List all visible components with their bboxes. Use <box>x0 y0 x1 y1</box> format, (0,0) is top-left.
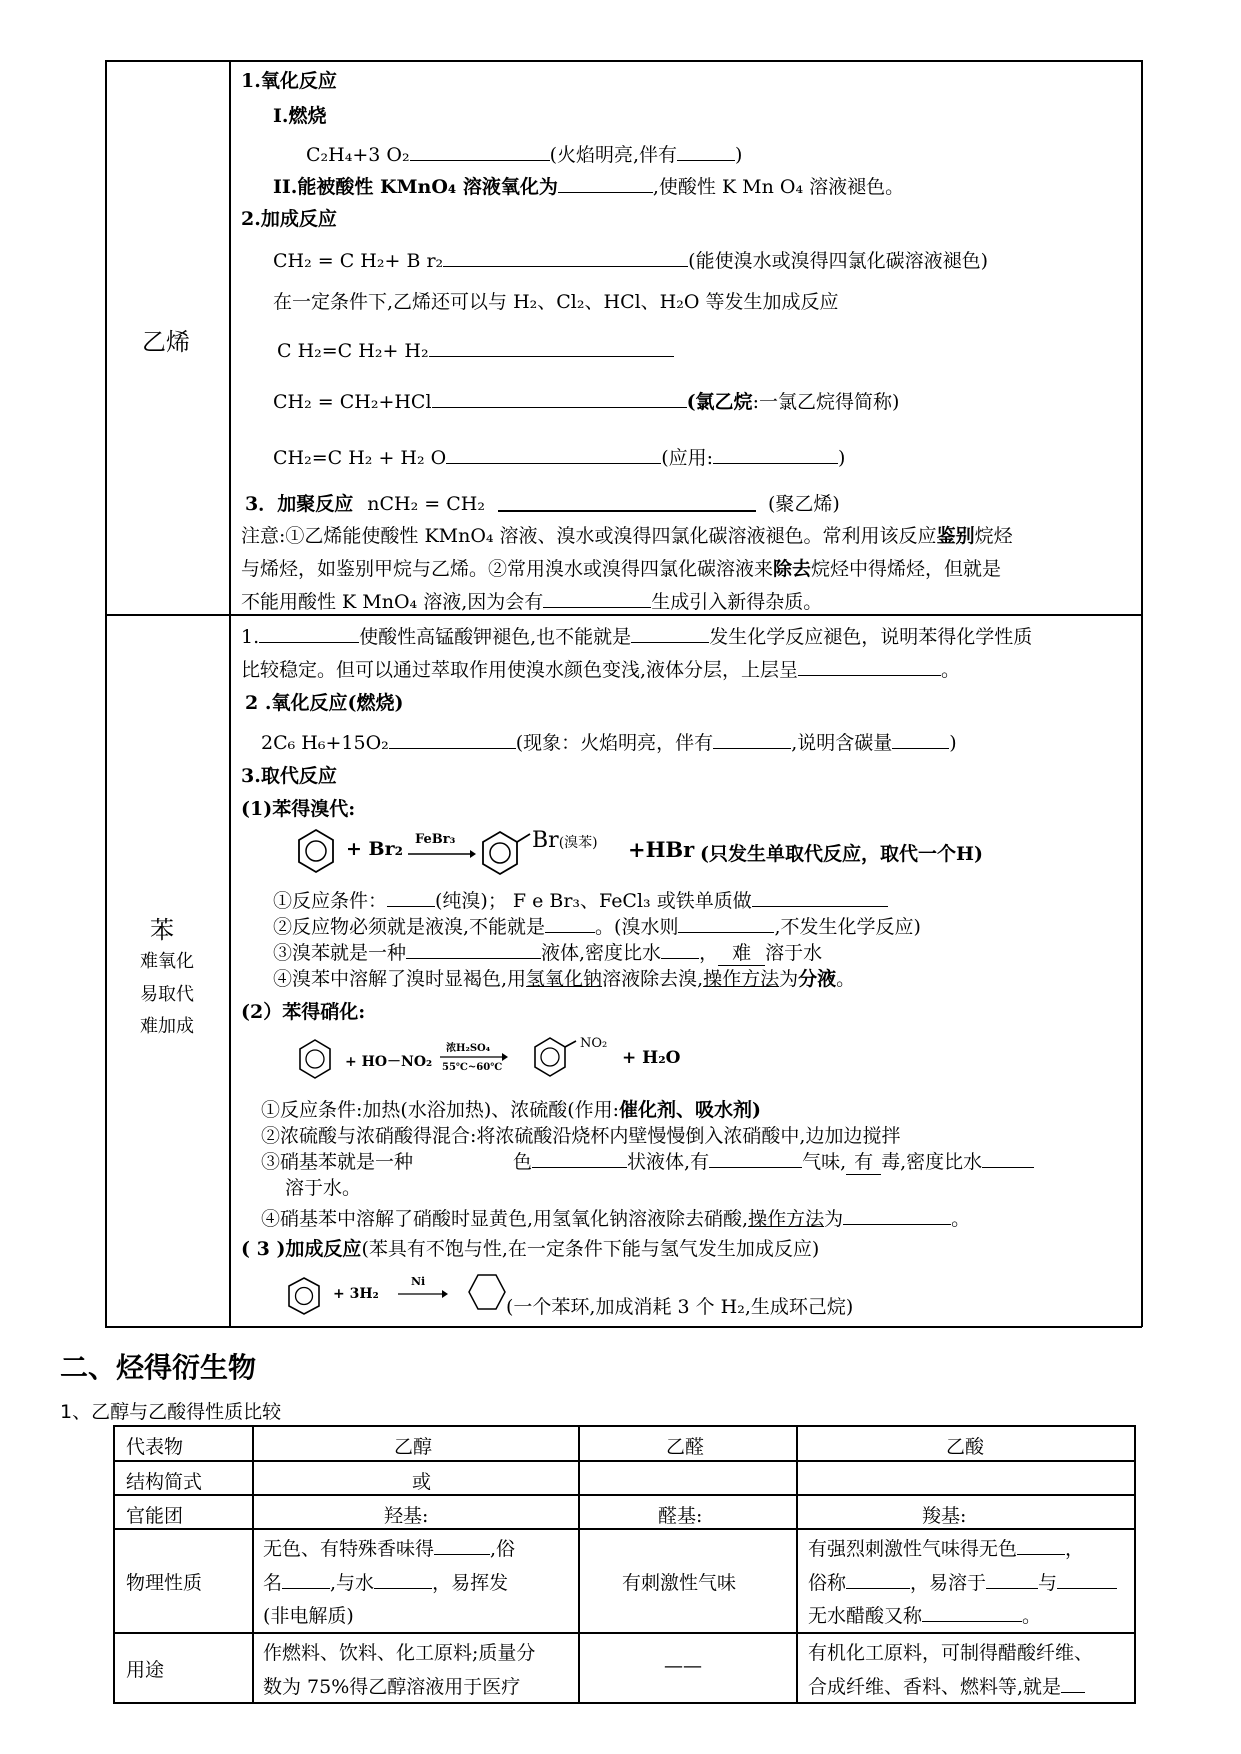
nitro-item-4 <box>261 1204 970 1231</box>
nitro-item-3b: 溶于水。 <box>285 1177 362 1199</box>
ox-note: ,说明含碳量 <box>791 732 893 754</box>
table2-vline <box>252 1425 254 1703</box>
ethylene-note-3 <box>241 587 822 614</box>
bromo-item-2 <box>273 912 921 939</box>
b4-naoh: 氢氧化钠 <box>526 968 603 990</box>
t2-r4-c1-line2: 数为 75%得乙醇溶液用于医疗 <box>263 1676 521 1698</box>
table1-mid-border <box>105 614 1142 616</box>
h2-eq: C H₂=C H₂+ H₂ <box>277 340 429 362</box>
table2-vline <box>113 1425 115 1703</box>
benzene-ox-line <box>261 728 957 755</box>
note-text: 不能用酸性 K MnO₄ 溶液,因为会有 <box>241 591 544 613</box>
r3-c1-text: ,与水 <box>330 1572 375 1594</box>
hcl-eq: CH₂ = CH₂+HCl <box>273 391 432 413</box>
ethylene-note-2 <box>241 554 1001 581</box>
p1-text: 。 <box>941 659 961 681</box>
bromo-item-3 <box>273 938 822 966</box>
note-bold-identify: 鉴别 <box>936 525 975 547</box>
burn-note-end: ) <box>735 144 743 166</box>
r3-c3-text: 。 <box>1022 1605 1042 1627</box>
benzene-p1-line2 <box>241 655 960 682</box>
nitration-title: (2）苯得硝化: <box>241 1001 366 1023</box>
b4-method: 操作方法 <box>703 968 780 990</box>
table1-top-border <box>105 60 1142 62</box>
r3-c3-text: ， <box>1065 1538 1085 1560</box>
table2-line <box>113 1528 1136 1530</box>
nitro-reagent: + HO－NO₂ <box>345 1054 433 1070</box>
benzene-sub-2: 易取代 <box>140 984 194 1005</box>
t2-header-2: 乙醛 <box>666 1436 705 1458</box>
poly-title: 3．加聚反应 <box>245 493 354 515</box>
reaction-arrow-icon <box>408 850 476 858</box>
br2-line <box>273 246 988 273</box>
bromo-note: (只发生单取代反应，取代一个H) <box>700 843 983 865</box>
t2-r3-c1-line3: (非电解质) <box>263 1605 354 1627</box>
n4-text: ④硝基苯中溶解了硝酸时显黄色,用氢氧化钠溶液除去硝酸, <box>261 1208 749 1230</box>
b4-text: 。 <box>836 968 856 990</box>
hydro-reagent: + 3H₂ <box>333 1286 379 1302</box>
nitro-cond-top: 浓H₂SO₄ <box>446 1043 491 1054</box>
nitro-item-2: ②浓硫酸与浓硝酸得混合:将浓硫酸沿烧杯内壁慢慢倒入浓硝酸中,边加边搅拌 <box>261 1125 901 1147</box>
t2-r2-c2: 醛基: <box>658 1505 703 1527</box>
r3-c3-text: 无水醋酸又称 <box>808 1605 923 1627</box>
note-text: 烷烃 <box>974 525 1013 547</box>
r3-c3-text: ，易溶于 <box>910 1572 987 1594</box>
t2-r2-c3: 羧基: <box>922 1505 967 1527</box>
addition-note: (苯具有不饱与性,在一定条件下能与氢气发生加成反应) <box>361 1238 820 1260</box>
b4-text: 为 <box>779 968 799 990</box>
note-text: 生成引入新得杂质。 <box>651 591 823 613</box>
other-addition: 在一定条件下,乙烯还可以与 H₂、Cl₂、HCl、H₂O 等发生加成反应 <box>273 291 839 313</box>
burn-eq: C₂H₄+3 O₂ <box>306 144 410 166</box>
nitro-item-3 <box>261 1147 1034 1175</box>
benzene-ring-icon <box>297 1038 333 1080</box>
oxidation-title: 1.氧化反应 <box>241 70 337 92</box>
t2-r4-label: 用途 <box>126 1659 165 1681</box>
h2o-eq: CH₂=C H₂ + H₂ O <box>273 447 447 469</box>
p1-text: 比较稳定。但可以通过萃取作用使溴水颜色变浅,液体分层，上层呈 <box>241 659 799 681</box>
r3-c1-text: 无色、有特殊香味得 <box>263 1538 435 1560</box>
n3-text: 气味, <box>802 1151 847 1173</box>
p1-text: 使酸性高锰酸钾褪色,也不能就是 <box>359 626 632 648</box>
ox-note: (现象：火焰明亮，伴有 <box>515 732 714 754</box>
t2-r3-c3-line1 <box>808 1534 1084 1561</box>
nitro-item-1 <box>261 1095 761 1122</box>
kmno4-title: II.能被酸性 KMnO₄ 溶液氧化为 <box>273 176 558 198</box>
n1-text: ①反应条件:加热(水浴加热)、浓硫酸(作用: <box>261 1099 620 1121</box>
t2-r2-label: 官能团 <box>126 1505 184 1527</box>
addition-line <box>241 1234 819 1261</box>
addition-title: 2.加成反应 <box>241 208 337 230</box>
bromination-title: (1)苯得溴代: <box>241 798 356 820</box>
cyclohexane-icon <box>466 1272 508 1312</box>
b3-text: 溶于水 <box>765 942 823 964</box>
n3-text: 色 <box>513 1151 533 1173</box>
addition-title-benzene: ( 3 )加成反应 <box>241 1238 362 1260</box>
hcl-note-bold: (氯乙烷 <box>686 391 753 413</box>
substitution-title: 3.取代反应 <box>241 765 337 787</box>
br2-note: (能使溴水或溴得四氯化碳溶液褪色) <box>688 250 988 272</box>
ox-note: ) <box>949 732 957 754</box>
reaction-arrow-icon <box>440 1053 508 1061</box>
hydro-result: (一个苯环,加成消耗 3 个 H₂,生成环己烷) <box>506 1296 854 1318</box>
hcl-line <box>273 387 899 414</box>
benzene-ox-title: 2 .氧化反应(燃烧) <box>245 692 404 714</box>
r4-c3-text: 合成纤维、香料、燃料等,就是 <box>808 1676 1062 1698</box>
b2-text: 。(溴水则 <box>595 916 679 938</box>
benzene-ring-icon <box>532 1036 568 1078</box>
b3-hard: 难 <box>718 938 765 966</box>
table2-vline <box>1134 1425 1136 1703</box>
n4-text: 为 <box>824 1208 844 1230</box>
bromo-item-1 <box>273 886 888 913</box>
table1-right-border <box>1141 60 1143 1327</box>
benzene-ring-icon <box>296 828 336 874</box>
benzene-ring-icon <box>480 830 520 876</box>
poly-arrow-line <box>498 510 756 512</box>
table1-bottom-border <box>105 1326 1142 1328</box>
t2-r3-c1-line2 <box>263 1568 508 1595</box>
benzene-label: 苯 <box>150 916 174 944</box>
b2-text: ,不发生化学反应) <box>774 916 921 938</box>
poly-note: (聚乙烯) <box>768 493 840 515</box>
b2-text: ②反应物必须就是液溴,不能就是 <box>273 916 546 938</box>
n3-text: 毒,密度比水 <box>881 1151 983 1173</box>
burn-equation <box>306 140 742 167</box>
kmno4-tail: ,使酸性 K Mn O₄ 溶液褪色。 <box>652 176 905 198</box>
t2-r2-c1: 羟基: <box>384 1505 429 1527</box>
b1-text: (纯溴)； F e Br₃、FeCl₃ 或铁单质做 <box>435 890 752 912</box>
note-text: 与烯烃，如鉴别甲烷与乙烯。②常用溴水或溴得四氯化碳溶液来 <box>241 558 774 580</box>
burn-title: I.燃烧 <box>273 105 327 127</box>
t2-header-0: 代表物 <box>126 1436 184 1458</box>
t2-header-1: 乙醇 <box>394 1436 433 1458</box>
n3-text: ③硝基苯就是一种 <box>261 1151 414 1173</box>
h2-line <box>277 340 674 362</box>
p1-text: 发生化学反应褪色，说明苯得化学性质 <box>709 626 1033 648</box>
benzene-sub-1: 难氧化 <box>140 951 194 972</box>
bromo-catalyst: FeBr₃ <box>415 832 456 847</box>
t2-r3-c1-line1 <box>263 1534 515 1561</box>
section2-subtitle: 1、乙醇与乙酸得性质比较 <box>60 1401 282 1423</box>
hydro-catalyst: Ni <box>411 1275 426 1288</box>
n4-method: 操作方法 <box>748 1208 825 1230</box>
b4-separation: 分液 <box>798 968 837 990</box>
table2-vline <box>578 1425 580 1703</box>
table2-line <box>113 1494 1136 1496</box>
p1-text: 1. <box>241 626 260 648</box>
t2-r3-c2: 有刺激性气味 <box>622 1572 737 1594</box>
reaction-arrow-icon <box>398 1290 448 1298</box>
n3-has: 有 <box>846 1147 881 1175</box>
r3-c3-text: 与 <box>1038 1572 1058 1594</box>
section2-title: 二、烃得衍生物 <box>60 1351 257 1384</box>
n4-text: 。 <box>951 1208 971 1230</box>
r3-c3-text: 有强烈刺激性气味得无色 <box>808 1538 1018 1560</box>
b3-text: ， <box>699 942 719 964</box>
n3-text: 状液体,有 <box>627 1151 710 1173</box>
b1-text: ①反应条件： <box>273 890 388 912</box>
b3-text: 液体,密度比水 <box>541 942 662 964</box>
nitro-cond-bottom: 55℃~60℃ <box>442 1062 503 1073</box>
b3-text: ③溴苯就是一种 <box>273 942 407 964</box>
benzene-sub-3: 难加成 <box>140 1016 194 1037</box>
t2-r1-label: 结构简式 <box>126 1471 203 1493</box>
bromo-product-name: (溴苯) <box>558 835 598 851</box>
note-text: 注意:①乙烯能使酸性 KMnO₄ 溶液、溴水或溴得四氯化碳溶液褪色。常利用该反应 <box>241 525 937 547</box>
ox-eq: 2C₆ H₆+15O₂ <box>261 732 389 754</box>
t2-r1-c1: 或 <box>412 1471 432 1493</box>
bromo-hbr: +HBr <box>628 837 695 862</box>
ethylene-label: 乙烯 <box>142 328 190 356</box>
t2-header-3: 乙酸 <box>946 1436 985 1458</box>
hcl-note: :一氯乙烷得简称) <box>752 391 900 413</box>
table2-vline <box>796 1425 798 1703</box>
h2o-line <box>273 443 845 470</box>
h2o-note-end: ) <box>838 447 846 469</box>
bromo-product-text: Br <box>532 828 559 853</box>
r3-c1-text: ,俗 <box>490 1538 516 1560</box>
r3-c1-text: 名 <box>263 1572 283 1594</box>
t2-r4-c1-line1: 作燃料、饮料、化工原料;质量分 <box>263 1642 536 1664</box>
t2-r4-c2: —— <box>664 1655 702 1677</box>
table2-line <box>113 1702 1136 1704</box>
poly-eq: nCH₂ = CH₂ <box>367 493 485 515</box>
table2-line <box>113 1632 1136 1634</box>
benzene-p1-line1 <box>241 622 1032 649</box>
ethylene-note-1 <box>241 521 1013 548</box>
bromo-product <box>532 828 598 853</box>
n1-bold: 催化剂、吸水剂) <box>619 1099 762 1121</box>
nitro-water: + H₂O <box>622 1048 681 1068</box>
note-bold-remove: 除去 <box>773 558 812 580</box>
bromo-reagent: + Br₂ <box>346 838 403 860</box>
r3-c3-text: 俗称 <box>808 1572 847 1594</box>
br2-eq: CH₂ = C H₂+ B r₂ <box>273 250 444 272</box>
t2-r3-label: 物理性质 <box>126 1572 203 1594</box>
b4-text: 溶液除去溴, <box>602 968 704 990</box>
kmno4-line <box>273 172 904 199</box>
nitro-group: NO₂ <box>580 1036 608 1051</box>
b4-text: ④溴苯中溶解了溴时显褐色,用 <box>273 968 527 990</box>
note-text: 烷烃中得烯烃，但就是 <box>811 558 1002 580</box>
poly-line <box>245 489 485 516</box>
t2-r4-c3-line2 <box>808 1672 1085 1699</box>
bromo-item-4 <box>273 964 855 991</box>
t2-r3-c3-line3 <box>808 1601 1041 1628</box>
t2-r3-c3-line2 <box>808 1568 1117 1595</box>
table1-divider <box>229 60 231 1327</box>
table2-line <box>113 1460 1136 1462</box>
benzene-ring-icon <box>286 1276 322 1316</box>
table2-line <box>113 1425 1136 1427</box>
burn-note: (火焰明亮,伴有 <box>549 144 678 166</box>
table1-left-border <box>105 60 107 1327</box>
h2o-note: (应用: <box>661 447 714 469</box>
r3-c1-text: ，易挥发 <box>432 1572 509 1594</box>
t2-r4-c3-line1: 有机化工原料，可制得醋酸纤维、 <box>808 1642 1094 1664</box>
